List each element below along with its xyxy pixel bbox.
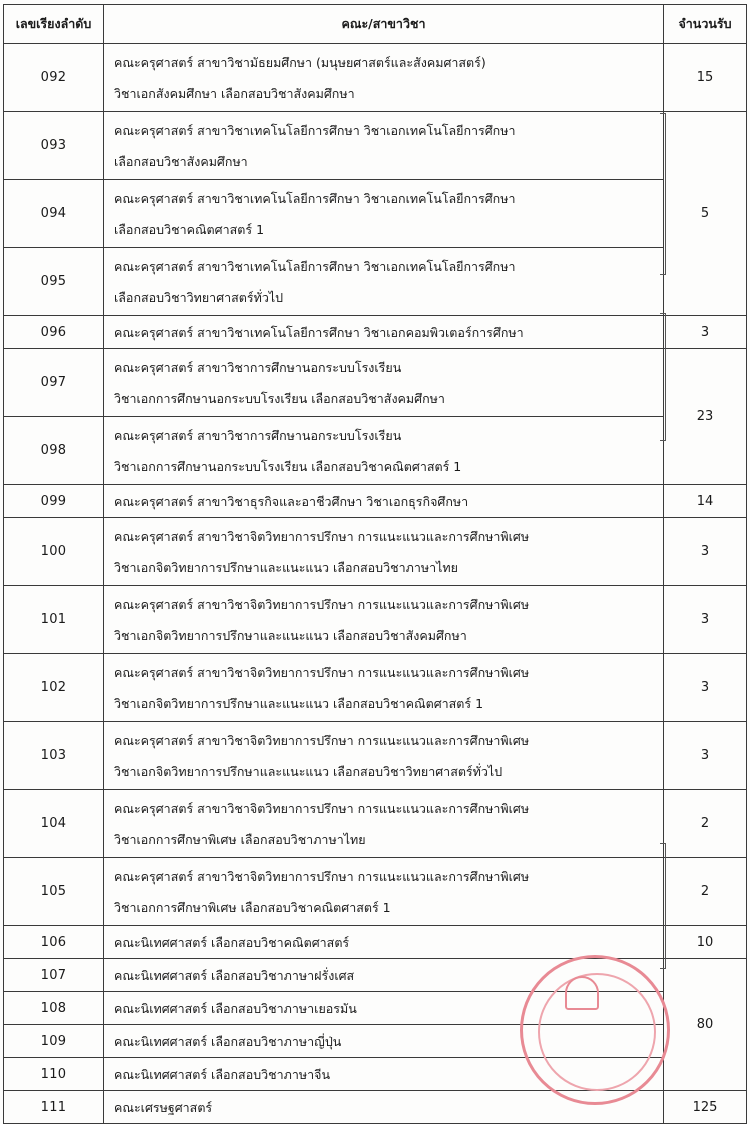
row-quota-cell: 14 <box>664 485 747 518</box>
header-sequence-number: เลขเรียงลำดับ <box>4 5 104 44</box>
row-faculty-line: วิชาเอกการศึกษานอกระบบโรงเรียน เลือกสอบวิชาคณิตศาสตร์ 1 <box>114 458 462 474</box>
row-faculty-line: คณะครุศาสตร์ สาขาวิชาจิตวิทยาการปรึกษา การแนะแนวและการศึกษาพิเศษ <box>114 596 530 612</box>
table-body <box>4 44 747 1124</box>
row-sequence-number: 098 <box>4 417 104 485</box>
row-faculty-line: วิชาเอกสังคมศึกษา เลือกสอบวิชาสังคมศึกษา <box>114 85 355 101</box>
row-faculty-cell <box>104 44 664 112</box>
row-faculty-line: คณะนิเทศศาสตร์ เลือกสอบวิชาคณิตศาสตร์ <box>114 934 350 950</box>
row-faculty-cell <box>104 485 664 518</box>
table-row <box>4 112 747 180</box>
table-row <box>4 790 747 858</box>
row-quota-cell: 2 <box>664 858 747 926</box>
university-seal <box>520 955 670 1105</box>
table-row <box>4 586 747 654</box>
row-sequence-number: 096 <box>4 316 104 349</box>
row-faculty-line: คณะครุศาสตร์ สาขาวิชาจิตวิทยาการปรึกษา การแนะแนวและการศึกษาพิเศษ <box>114 664 530 680</box>
table-row <box>4 44 747 112</box>
row-sequence-number: 094 <box>4 180 104 248</box>
row-faculty-line: คณะครุศาสตร์ สาขาวิชาจิตวิทยาการปรึกษา การแนะแนวและการศึกษาพิเศษ <box>114 732 530 748</box>
table-row <box>4 1091 747 1124</box>
table-row <box>4 180 747 248</box>
table-row <box>4 926 747 959</box>
row-faculty-line: คณะนิเทศศาสตร์ เลือกสอบวิชาภาษาญี่ปุ่น <box>114 1033 342 1049</box>
row-quota-cell: 3 <box>664 518 747 586</box>
header-quota: จำนวนรับ <box>664 5 747 44</box>
row-faculty-line: วิชาเอกการศึกษาพิเศษ เลือกสอบวิชาภาษาไทย <box>114 831 366 847</box>
row-faculty-line: คณะครุศาสตร์ สาขาวิชาเทคโนโลยีการศึกษา วิชาเอกเทคโนโลยีการศึกษา <box>114 122 516 138</box>
row-quota-cell: 3 <box>664 722 747 790</box>
row-quota-cell: 3 <box>664 586 747 654</box>
row-faculty-line: คณะครุศาสตร์ สาขาวิชาการศึกษานอกระบบโรงเรียน <box>114 427 402 443</box>
header-faculty-major: คณะ/สาขาวิชา <box>104 5 664 44</box>
table-row <box>4 485 747 518</box>
row-sequence-number: 110 <box>4 1058 104 1091</box>
row-faculty-line: คณะนิเทศศาสตร์ เลือกสอบวิชาภาษาจีน <box>114 1066 331 1082</box>
row-quota-cell: 3 <box>664 316 747 349</box>
row-sequence-number: 103 <box>4 722 104 790</box>
table-row <box>4 316 747 349</box>
row-sequence-number: 092 <box>4 44 104 112</box>
row-faculty-cell <box>104 926 664 959</box>
row-faculty-line: วิชาเอกจิตวิทยาการปรึกษาและแนะแนว เลือกสอบวิชาภาษาไทย <box>114 559 459 575</box>
row-faculty-line: เลือกสอบวิชาคณิตศาสตร์ 1 <box>114 221 265 237</box>
table-row <box>4 722 747 790</box>
admission-quota-table <box>3 4 747 1124</box>
row-faculty-cell <box>104 349 664 417</box>
row-sequence-number: 097 <box>4 349 104 417</box>
row-faculty-cell <box>104 722 664 790</box>
row-faculty-cell <box>104 248 664 316</box>
row-quota-cell: 80 <box>664 959 747 1091</box>
row-faculty-line: เลือกสอบวิชาสังคมศึกษา <box>114 153 248 169</box>
row-faculty-cell <box>104 586 664 654</box>
row-quota-cell: 10 <box>664 926 747 959</box>
row-sequence-number: 109 <box>4 1025 104 1058</box>
row-faculty-line: วิชาเอกการศึกษานอกระบบโรงเรียน เลือกสอบวิชาสังคมศึกษา <box>114 390 445 406</box>
table-row <box>4 518 747 586</box>
group-bracket <box>660 843 666 969</box>
row-faculty-line: คณะครุศาสตร์ สาขาวิชาเทคโนโลยีการศึกษา วิชาเอกคอมพิวเตอร์การศึกษา <box>114 324 524 340</box>
row-sequence-number: 093 <box>4 112 104 180</box>
table-row <box>4 248 747 316</box>
row-faculty-cell <box>104 790 664 858</box>
group-bracket <box>660 113 666 275</box>
row-faculty-line: เลือกสอบวิชาวิทยาศาสตร์ทั่วไป <box>114 289 284 305</box>
row-faculty-cell <box>104 112 664 180</box>
row-sequence-number: 102 <box>4 654 104 722</box>
row-sequence-number: 105 <box>4 858 104 926</box>
row-faculty-cell <box>104 518 664 586</box>
table-row <box>4 349 747 417</box>
row-faculty-line: คณะครุศาสตร์ สาขาวิชามัธยมศึกษา (มนุษยศาสตร์และสังคมศาสตร์) <box>114 54 486 70</box>
group-bracket <box>660 313 666 441</box>
row-quota-cell: 15 <box>664 44 747 112</box>
row-faculty-line: คณะครุศาสตร์ สาขาวิชาเทคโนโลยีการศึกษา วิชาเอกเทคโนโลยีการศึกษา <box>114 258 516 274</box>
table-row <box>4 858 747 926</box>
row-faculty-line: คณะครุศาสตร์ สาขาวิชาจิตวิทยาการปรึกษา การแนะแนวและการศึกษาพิเศษ <box>114 528 530 544</box>
row-faculty-line: วิชาเอกจิตวิทยาการปรึกษาและแนะแนว เลือกสอบวิชาสังคมศึกษา <box>114 627 467 643</box>
row-faculty-line: คณะครุศาสตร์ สาขาวิชาจิตวิทยาการปรึกษา การแนะแนวและการศึกษาพิเศษ <box>114 800 530 816</box>
row-sequence-number: 104 <box>4 790 104 858</box>
row-quota-cell: 3 <box>664 654 747 722</box>
row-faculty-line: คณะครุศาสตร์ สาขาวิชาจิตวิทยาการปรึกษา การแนะแนวและการศึกษาพิเศษ <box>114 868 530 884</box>
row-sequence-number: 111 <box>4 1091 104 1124</box>
row-quota-cell: 23 <box>664 349 747 485</box>
row-quota-cell: 5 <box>664 112 747 316</box>
row-sequence-number: 099 <box>4 485 104 518</box>
seal-emblem-icon <box>565 976 599 1010</box>
row-faculty-line: คณะครุศาสตร์ สาขาวิชาธุรกิจและอาชีวศึกษา วิชาเอกธุรกิจศึกษา <box>114 493 469 509</box>
row-quota-cell: 2 <box>664 790 747 858</box>
row-sequence-number: 107 <box>4 959 104 992</box>
row-faculty-line: คณะครุศาสตร์ สาขาวิชาเทคโนโลยีการศึกษา วิชาเอกเทคโนโลยีการศึกษา <box>114 190 516 206</box>
row-sequence-number: 101 <box>4 586 104 654</box>
row-faculty-cell <box>104 858 664 926</box>
row-faculty-line: วิชาเอกการศึกษาพิเศษ เลือกสอบวิชาคณิตศาสตร์ 1 <box>114 899 391 915</box>
row-sequence-number: 106 <box>4 926 104 959</box>
table-row <box>4 417 747 485</box>
row-faculty-line: คณะนิเทศศาสตร์ เลือกสอบวิชาภาษาเยอรมัน <box>114 1000 357 1016</box>
row-faculty-cell <box>104 654 664 722</box>
row-faculty-cell <box>104 180 664 248</box>
row-sequence-number: 108 <box>4 992 104 1025</box>
table-row <box>4 654 747 722</box>
row-faculty-line: วิชาเอกจิตวิทยาการปรึกษาและแนะแนว เลือกสอบวิชาวิทยาศาสตร์ทั่วไป <box>114 763 503 779</box>
row-faculty-cell <box>104 316 664 349</box>
row-quota-cell: 125 <box>664 1091 747 1124</box>
row-faculty-line: คณะครุศาสตร์ สาขาวิชาการศึกษานอกระบบโรงเรียน <box>114 359 402 375</box>
row-sequence-number: 100 <box>4 518 104 586</box>
row-faculty-line: คณะนิเทศศาสตร์ เลือกสอบวิชาภาษาฝรั่งเศส <box>114 967 355 983</box>
row-faculty-line: วิชาเอกจิตวิทยาการปรึกษาและแนะแนว เลือกสอบวิชาคณิตศาสตร์ 1 <box>114 695 484 711</box>
row-faculty-cell <box>104 417 664 485</box>
row-faculty-line: คณะเศรษฐศาสตร์ <box>114 1099 213 1115</box>
row-sequence-number: 095 <box>4 248 104 316</box>
table-header-row <box>4 5 747 44</box>
